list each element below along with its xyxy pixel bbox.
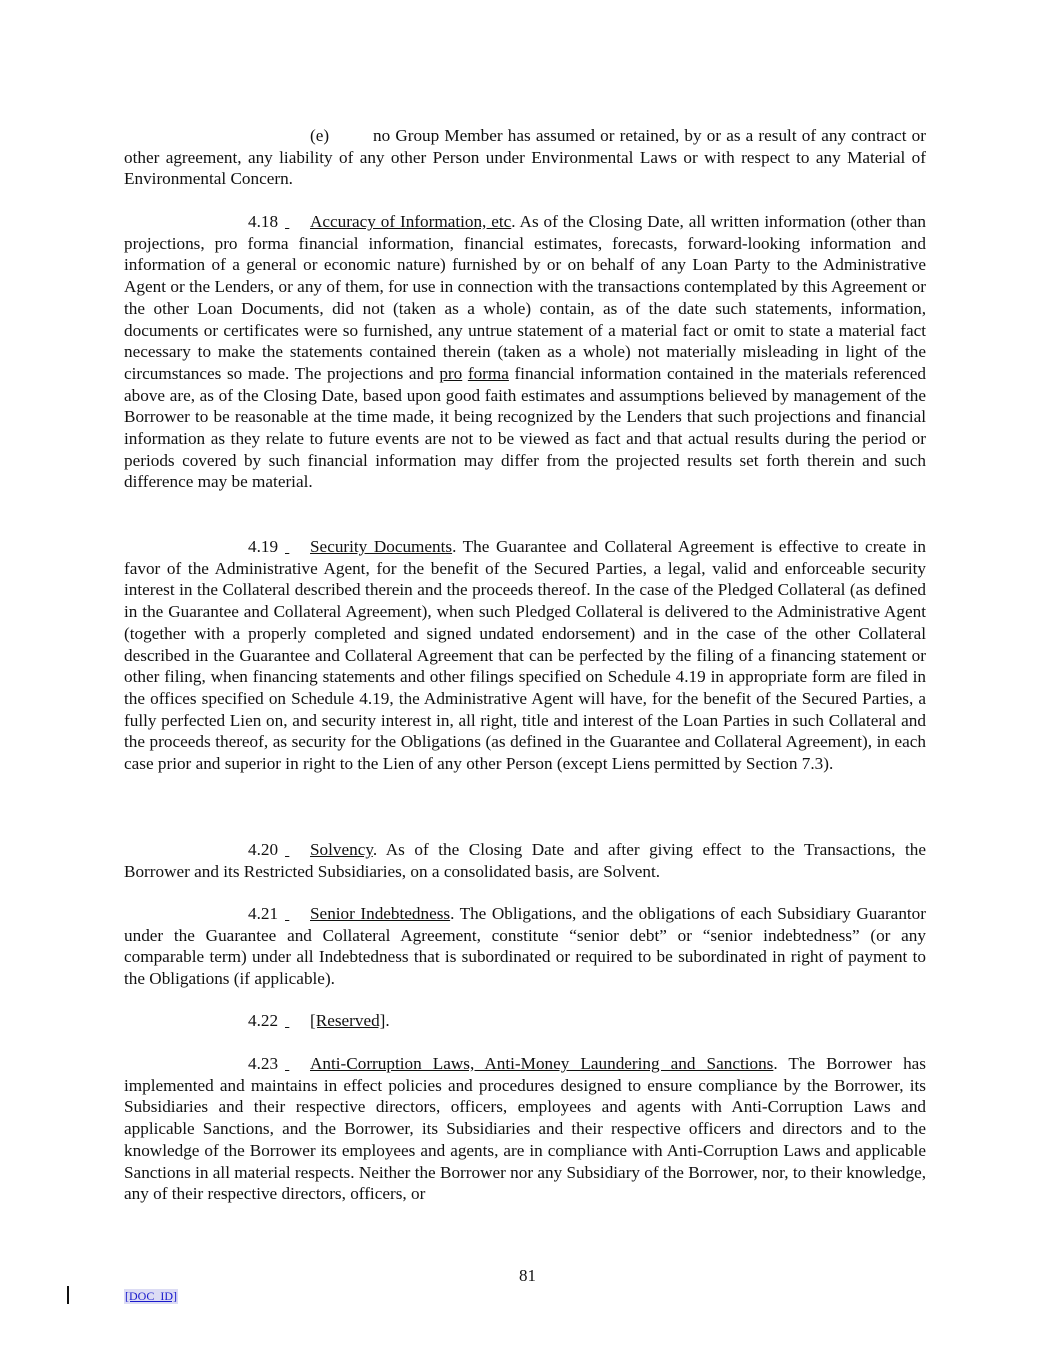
section-number: 4.21 bbox=[248, 904, 279, 923]
section-4-21 bbox=[124, 903, 926, 990]
pro-term: pro bbox=[439, 363, 463, 383]
clause-label-e: (e) bbox=[310, 126, 330, 145]
section-4-19 bbox=[124, 536, 926, 775]
paragraph-e bbox=[124, 125, 926, 190]
section-4-23 bbox=[124, 1053, 926, 1205]
revision-bar bbox=[67, 1286, 69, 1304]
section-number: 4.20 bbox=[248, 840, 279, 859]
section-text: . As of the Closing Date and after giving effect to the Transactions, the Borrower and its Restricted Subsidiaries, on a consolidated basis, are Solvent. bbox=[124, 840, 926, 881]
section-heading: Senior Indebtedness bbox=[310, 904, 451, 923]
section-number: 4.22 bbox=[248, 1011, 279, 1030]
section-heading: Accuracy of Information, etc bbox=[310, 212, 512, 231]
section-text: . The Obligations, and the obligations of each Subsidiary Guarantor under the Guarantee and Collateral Agreement, constitute “senior debt” or “senior indebtedness” (or any comparable term) under all Indebtedness that is subordinated or required to be subordinated in right of payment to the Obligations (if applicable). bbox=[124, 904, 927, 989]
section-4-18 bbox=[124, 211, 926, 493]
section-number: 4.19 bbox=[248, 537, 279, 556]
section-heading: Solvency bbox=[310, 840, 373, 859]
section-heading: Anti-Corruption Laws, Anti-Money Laundering and Sanctions bbox=[310, 1054, 774, 1073]
section-number: 4.18 bbox=[248, 212, 279, 231]
section-number: 4.23 bbox=[248, 1054, 279, 1073]
section-4-22 bbox=[124, 1010, 926, 1032]
paragraph-e-text: no Group Member has assumed or retained, by or as a result of any contract or other agreement, any liability of any other Person under Environmental Laws or with respect to any Material of Environmental Concern. bbox=[124, 126, 926, 189]
section-text: . The Borrower has implemented and maintains in effect policies and procedures designed to ensure compliance by the Borrower, its Subsidiaries and their respective directors, officers, employees and agents with Anti-Corruption Laws and applicable Sanctions, and the Borrower, its Subsidiaries and their respective officers and directors and to the knowledge of the Borrower its employees and agents, are in compliance with Anti-Corruption Laws and applicable Sanctions in all material respects. Neither the Borrower nor any Subsidiary of the Borrower, nor, to their knowledge, any of their respective directors, officers, or bbox=[124, 1054, 926, 1204]
forma-term: forma bbox=[467, 363, 509, 383]
section-heading: Security Documents bbox=[310, 537, 453, 556]
document-id-link[interactable]: [DOC_ID] bbox=[125, 1289, 177, 1303]
section-text-continued: financial information contained in the materials referenced above are, as of the Closing Date, based upon good faith estimates and assumptions believed by management of the Borrower to be reasonable at the time made, it being recognized by the Lenders that such projections and financial information as they relate to future events are not to be viewed as fact and that actual results during the period or periods covered by such financial information may differ from the projected results set forth therein and such difference may be material. bbox=[124, 363, 927, 492]
section-text: . As of the Closing Date, all written information (other than projections, pro forma financial information, financial estimates, forecasts, forward-looking information and information of a general or economic nature) furnished by or on behalf of any Loan Party to the Administrative Agent or the Lenders, or any of them, for use in connection with the transactions contemplated by this Agreement or the other Loan Documents, did not (taken as a whole) contain, as of the date such statements, information, documents or certificates were so furnished, any untrue statement of a material fact or omit to state a material fact necessary to make the statements contained therein (taken as a whole) not materially misleading in light of the circumstances so made. The projections and bbox=[124, 212, 926, 383]
section-heading: [Reserved] bbox=[310, 1011, 386, 1030]
section-text: . bbox=[385, 1011, 390, 1030]
section-4-20 bbox=[124, 839, 926, 882]
page-number: 81 bbox=[519, 1266, 536, 1285]
section-text: . The Guarantee and Collateral Agreement is effective to create in favor of the Administrative Agent, for the benefit of the Secured Parties, a legal, valid and enforceable security interest in the Collateral described therein and the proceeds thereof. In the case of the Pledged Collateral (as defined in the Guarantee and Collateral Agreement), when such Pledged Collateral is delivered to the Administrative Agent (together with a properly completed and signed undated endorsement) and in the case of the other Collateral described in the Guarantee and Collateral Agreement that can be perfected by the filing of a financing statement or other filing, when financing statements and other filings specified on Schedule 4.19 in appropriate form are filed in the offices specified on Schedule 4.19, the Administrative Agent will have, for the benefit of the Secured Parties, a fully perfected Lien on, and security interest in, all right, title and interest of the Loan Parties in such Collateral and the proceeds thereof, as security for the Obligations (as defined in the Guarantee and Collateral Agreement), in each case prior and superior in right to the Lien of any other Person (except Liens permitted by Section 7.3). bbox=[124, 537, 926, 774]
